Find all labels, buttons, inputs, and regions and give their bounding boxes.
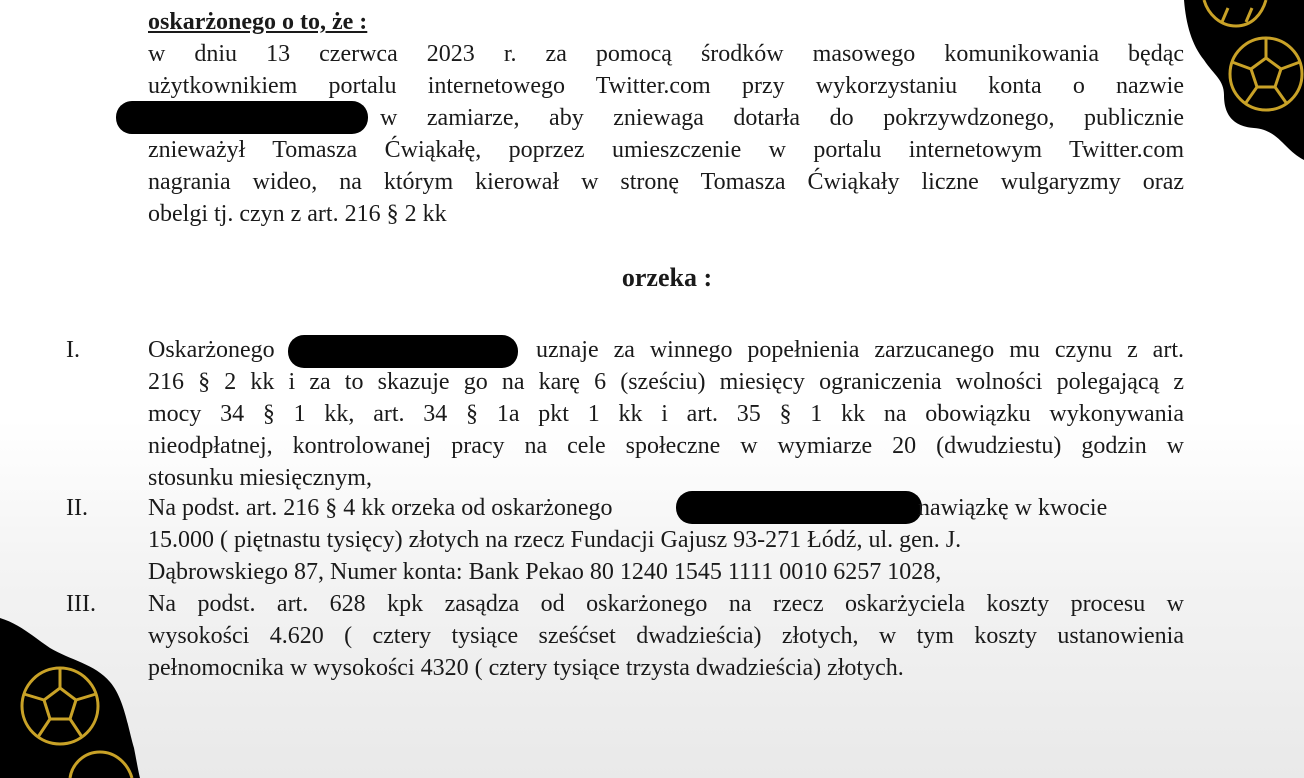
point-text: pełnomocnika w wysokości 4320 ( cztery tysiące trzysta dwadzieścia) złotych. [148, 655, 904, 681]
charge-line: w zamiarze, aby zniewaga dotarła do pokrzywdzonego, publicznie [380, 105, 1184, 131]
point-numeral: II. [66, 495, 88, 521]
verdict-heading: orzeka : [621, 263, 713, 292]
point-text: Dąbrowskiego 87, Numer konta: Bank Pekao 80 1240 1545 1111 0010 6257 1028, [148, 559, 942, 585]
point-text: nawiązkę w kwocie [918, 495, 1108, 521]
point-text: Oskarżonego [148, 337, 275, 363]
charge-line: nagrania wideo, na którym kierował w stronę Tomasza Ćwiąkały liczne wulgaryzmy oraz [148, 169, 1184, 195]
redacted-defendant-name [676, 491, 922, 524]
point-numeral: I. [66, 337, 80, 363]
point-numeral: III. [66, 591, 96, 617]
point-text: uznaje za winnego popełnienia zarzucanego mu czynu z art. [536, 337, 1184, 363]
football-decoration-bottom-left [0, 618, 140, 778]
point-text: 15.000 ( piętnastu tysięcy) złotych na rzecz Fundacji Gajusz 93-271 Łódź, ul. gen. J. [148, 527, 962, 553]
point-text: mocy 34 § 1 kk, art. 34 § 1a pkt 1 kk i art. 35 § 1 kk na obowiązku wykonywania [148, 401, 1184, 427]
charge-line: użytkownikiem portalu internetowego Twitter.com przy wykorzystaniu konta o nazwie [148, 73, 1184, 99]
redacted-defendant-name [288, 335, 518, 368]
point-text: nieodpłatnej, kontrolowanej pracy na cele społeczne w wymiarze 20 (dwudziestu) godzin w [148, 433, 1184, 459]
charge-line: obelgi tj. czyn z art. 216 § 2 kk [148, 201, 447, 227]
point-text: Na podst. art. 216 § 4 kk orzeka od oskarżonego [148, 495, 613, 521]
charge-line: w dniu 13 czerwca 2023 r. za pomocą środków masowego komunikowania będąc [148, 41, 1184, 67]
point-text: 216 § 2 kk i za to skazuje go na karę 6 (sześciu) miesięcy ograniczenia wolności polegającą z [148, 369, 1184, 395]
redacted-account-name [116, 101, 368, 134]
football-decoration-top-right [1184, 0, 1304, 160]
accused-heading: oskarżonego o to, że : [148, 9, 368, 35]
charge-line: znieważył Tomasza Ćwiąkałę, poprzez umieszczenie w portalu internetowym Twitter.com [148, 137, 1184, 163]
point-text: wysokości 4.620 ( cztery tysiące sześćset dwadzieścia) złotych, w tym koszty ustanowienia [148, 623, 1184, 649]
decoration-blob [0, 618, 140, 778]
point-text: Na podst. art. 628 kpk zasądza od oskarżonego na rzecz oskarżyciela koszty procesu w [148, 591, 1184, 617]
point-text: stosunku miesięcznym, [148, 465, 372, 491]
